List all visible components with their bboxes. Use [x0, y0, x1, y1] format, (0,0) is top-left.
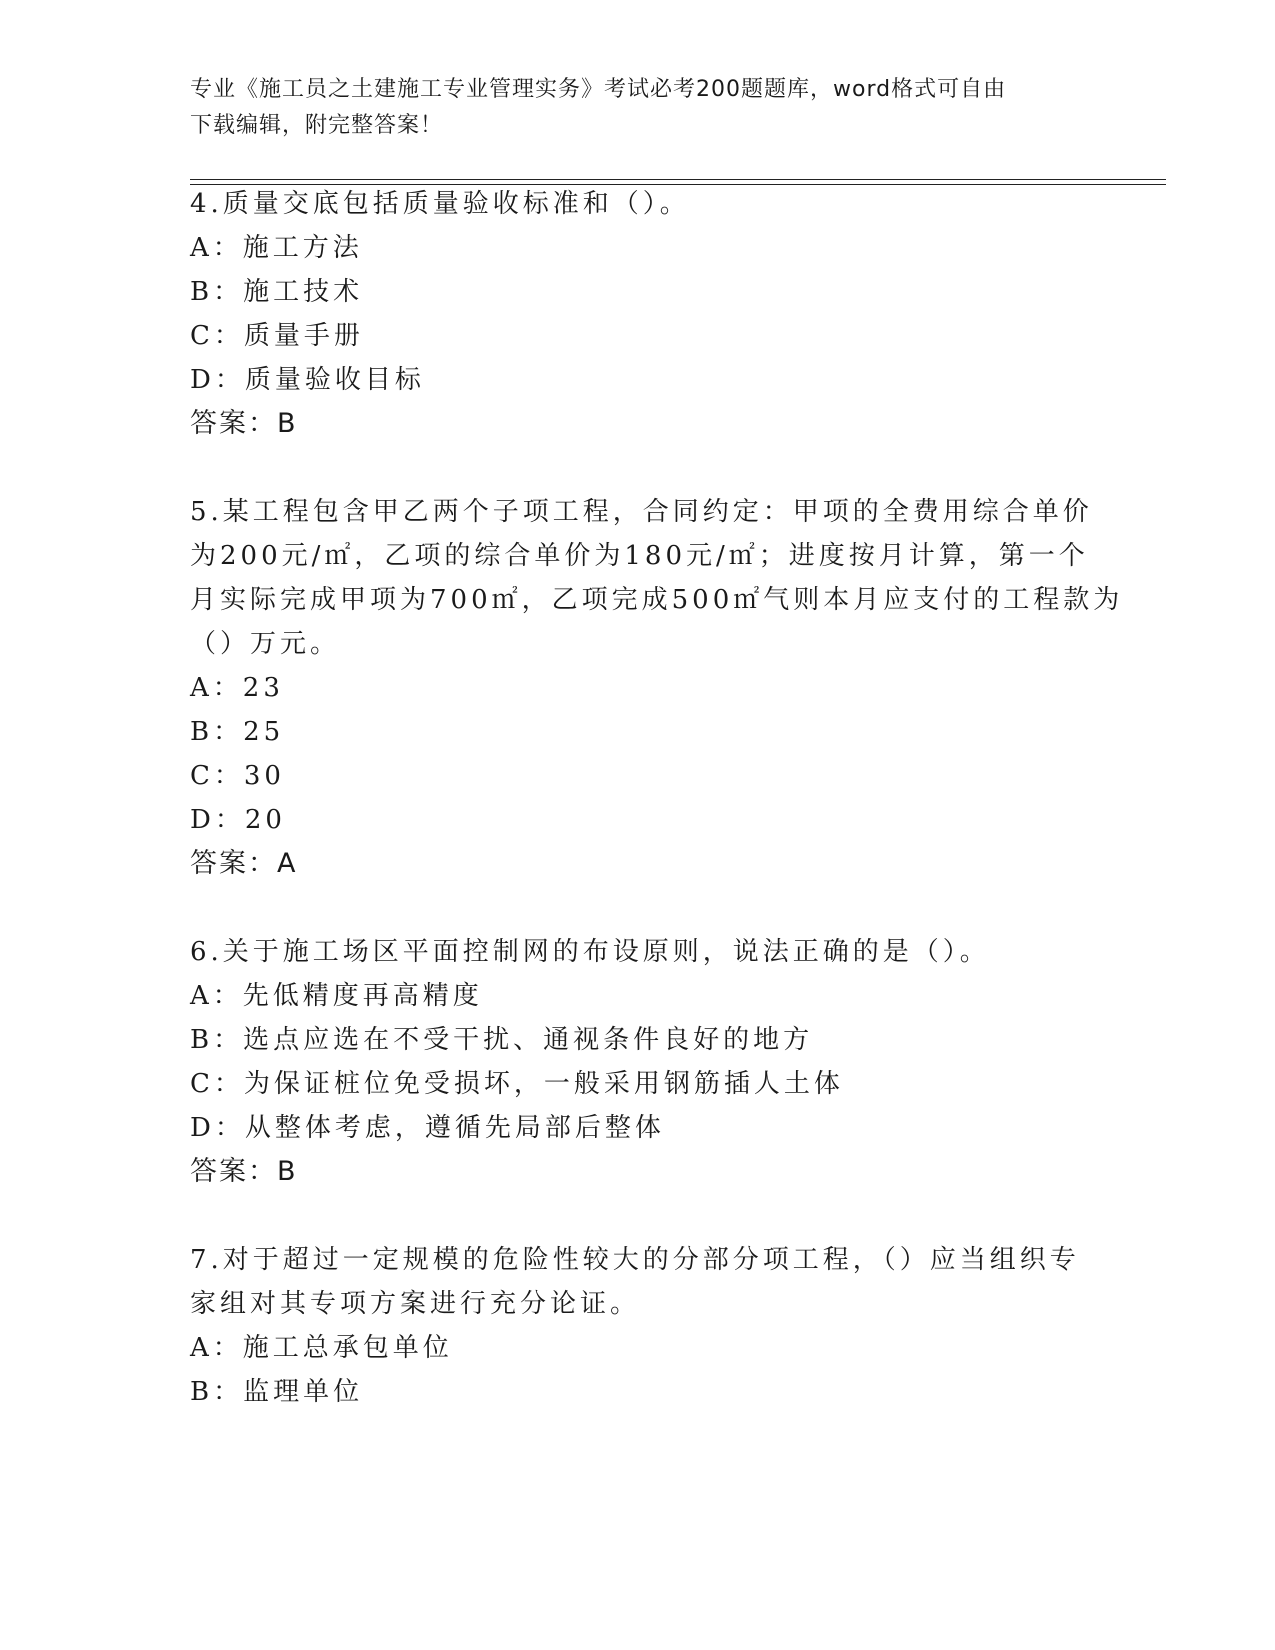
option-d: D：从整体考虑，遵循先局部后整体	[190, 1113, 665, 1143]
answer-label: 答案：B	[190, 408, 298, 439]
answer-label: 答案：B	[190, 1156, 298, 1187]
option-a: A：先低精度再高精度	[190, 981, 483, 1011]
question-stem: 月实际完成甲项为700㎡，乙项完成500㎡气则本月应支付的工程款为	[190, 585, 1124, 615]
option-c: C：质量手册	[190, 321, 364, 351]
header-line-1: 专业《施工员之土建施工专业管理实务》考试必考200题题库，word格式可自由	[190, 77, 1007, 102]
option-b: B：选点应选在不受干扰、通视条件良好的地方	[190, 1025, 814, 1055]
header-line-2: 下载编辑，附完整答案！	[190, 113, 444, 138]
option-d: D：20	[190, 805, 286, 835]
option-b: B：施工技术	[190, 277, 364, 307]
option-c: C：30	[190, 761, 285, 791]
document-header	[190, 72, 1090, 144]
option-b: B：监理单位	[190, 1377, 364, 1407]
question-stem: 7.对于超过一定规模的危险性较大的分部分项工程，（）应当组织专	[190, 1245, 1080, 1275]
question-stem: （）万元。	[190, 629, 341, 659]
option-a: A：施工方法	[190, 233, 363, 263]
question-stem: 为200元/㎡，乙项的综合单价为180元/㎡；进度按月计算，第一个	[190, 541, 1089, 571]
question-stem: 5.某工程包含甲乙两个子项工程，合同约定：甲项的全费用综合单价	[190, 497, 1093, 527]
option-c: C：为保证桩位免受损坏，一般采用钢筋插人土体	[190, 1069, 844, 1099]
answer-label: 答案：A	[190, 848, 298, 879]
header-divider-top	[190, 179, 1166, 180]
question-stem: 6.关于施工场区平面控制网的布设原则，说法正确的是（）。	[190, 937, 990, 967]
option-a: A：23	[190, 673, 284, 703]
question-stem: 4.质量交底包括质量验收标准和（）。	[190, 189, 690, 219]
option-b: B：25	[190, 717, 285, 747]
option-a: A：施工总承包单位	[190, 1333, 453, 1363]
question-stem: 家组对其专项方案进行充分论证。	[190, 1289, 641, 1319]
option-d: D：质量验收目标	[190, 365, 425, 395]
